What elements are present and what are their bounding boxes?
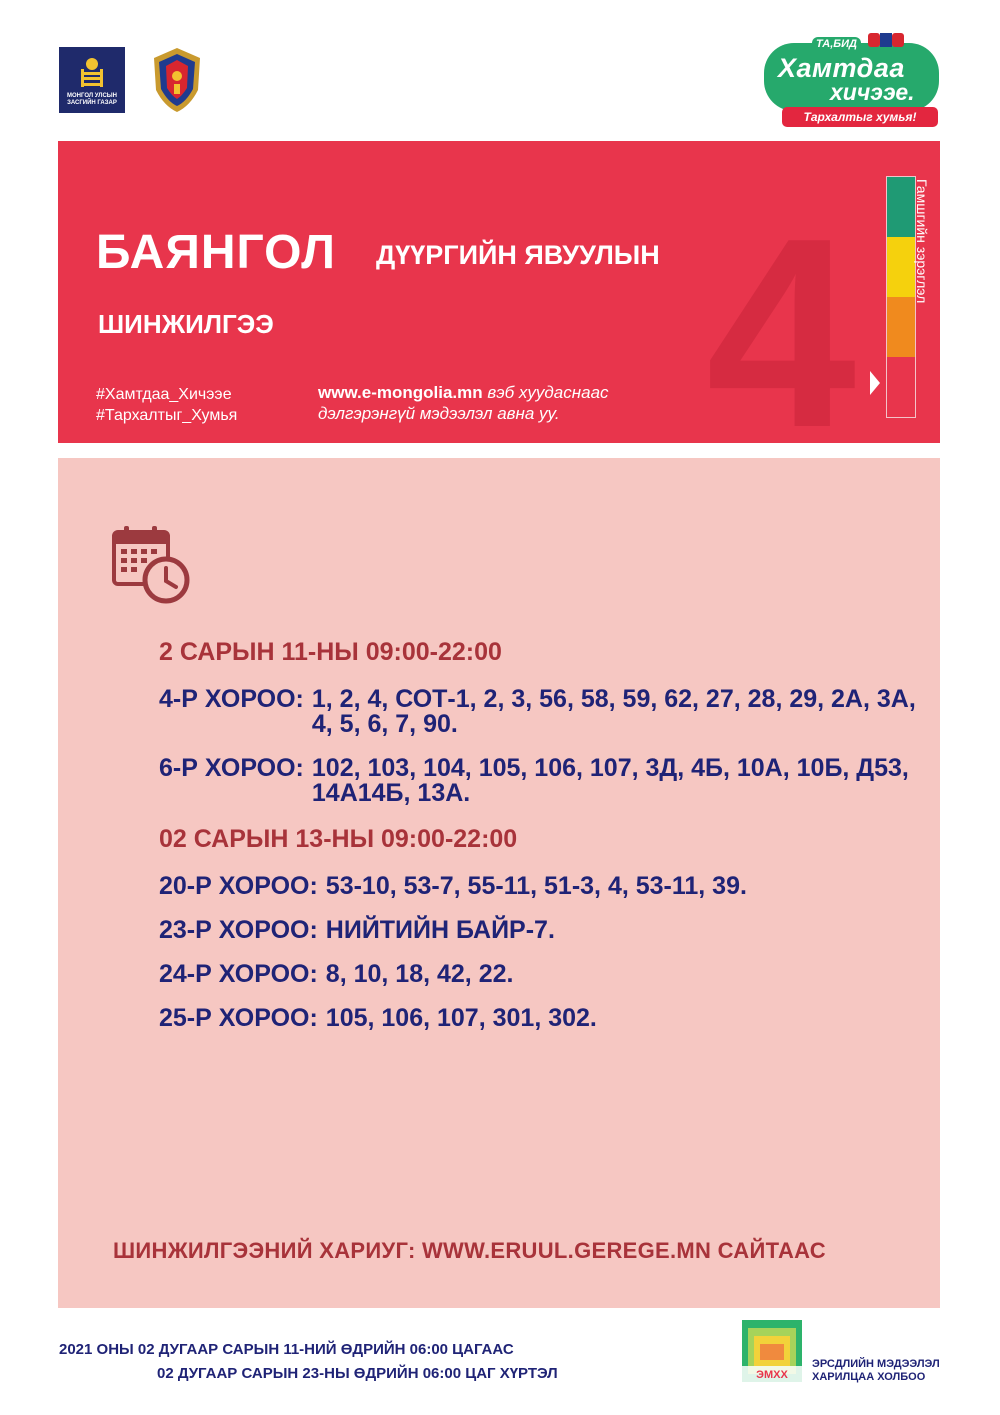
results-notice: ШИНЖИЛГЭЭНИЙ ХАРИУГ: WWW.ERUUL.GEREGE.MN САЙТААС [113,1238,826,1263]
brand-line-2: хичээе. [830,79,915,105]
website-note [318,382,609,424]
list-item: 4-Р ХОРОО: 1, 2, 4, СОТ-1, 2, 3, 56, 58, 59, 62, 27, 28, 29, 2А, 3А, 4, 5, 6, 7, 90. [159,685,916,738]
emhh-abbr: ЭМХХ [756,1369,788,1381]
schedule-panel [58,458,940,1308]
website-link[interactable]: www.e-mongolia.mn [318,383,483,402]
district-name: БАЯНГОЛ [96,226,336,279]
org-line-2: ХАРИЛЦАА ХОЛБОО [812,1371,926,1383]
website-rest: вэб хуудаснаас [487,383,609,402]
mongolian-flag-icon [868,33,904,47]
government-logo-text: МОНГОЛ УЛСЫН ЗАСГИЙН ГАЗАР [67,93,117,106]
calendar-clock-icon [112,524,192,604]
title-banner [58,141,940,443]
website-line-2: дэлгэрэнгүй мэдээлэл авна уу. [318,404,560,423]
hashtag-1: #Хамтдаа_Хичээе [96,386,232,403]
soyombo-emblem-icon [77,55,107,89]
brand-line-1: Хамтдаа [778,53,905,83]
meter-label: Гамшгийн зэрэглэл [914,179,930,304]
hashtag-2: #Тархалтыг_Хумья [96,407,238,424]
validity-line-1: 2021 ОНЫ 02 ДУГААР САРЫН 11-НИЙ ӨДРИЙН 06:00 ЦАГААС [59,1341,514,1358]
government-logo [59,47,125,113]
list-item: 6-Р ХОРОО: 102, 103, 104, 105, 106, 107, 3Д, 4Б, 10А, 10Б, Д53, 14А14Б, 13А. [159,754,909,807]
schedule-date-2: 02 САРЫН 13-НЫ 09:00-22:00 [159,825,518,853]
validity-line-2: 02 ДУГААР САРЫН 23-НЫ ӨДРИЙН 06:00 ЦАГ ХҮРТЭЛ [157,1365,558,1382]
org-line-1: ЭРСДЛИЙН МЭДЭЭЛЭЛ [812,1358,940,1370]
list-item: 25-Р ХОРОО: 105, 106, 107, 301, 302. [159,1004,597,1032]
brand-tag: ТА,БИД [812,37,861,51]
hashtags [96,384,237,426]
list-item: 23-Р ХОРОО: НИЙТИЙН БАЙР-7. [159,916,555,944]
schedule-date-1: 2 САРЫН 11-НЫ 09:00-22:00 [159,638,502,666]
hamtdaa-hicheee-logo [764,33,942,127]
list-item: 24-Р ХОРОО: 8, 10, 18, 42, 22. [159,960,514,988]
schedule-content [159,638,919,1050]
title-line-2: ШИНЖИЛГЭЭ [98,309,274,339]
validity-period [59,1338,558,1386]
title-rest: ДҮҮРГИЙН ЯВУУЛЫН [376,240,660,270]
brand-slogan: Тархалтыг хумья! [782,107,938,127]
level-pointer-icon [870,371,880,395]
list-item: 20-Р ХОРОО: 53-10, 53-7, 55-11, 51-3, 4, 53-11, 39. [159,872,747,900]
police-emblem-icon [150,46,204,114]
org-name [812,1358,940,1384]
alert-level-number: 4 [706,183,857,443]
emhh-logo-icon [742,1320,802,1382]
